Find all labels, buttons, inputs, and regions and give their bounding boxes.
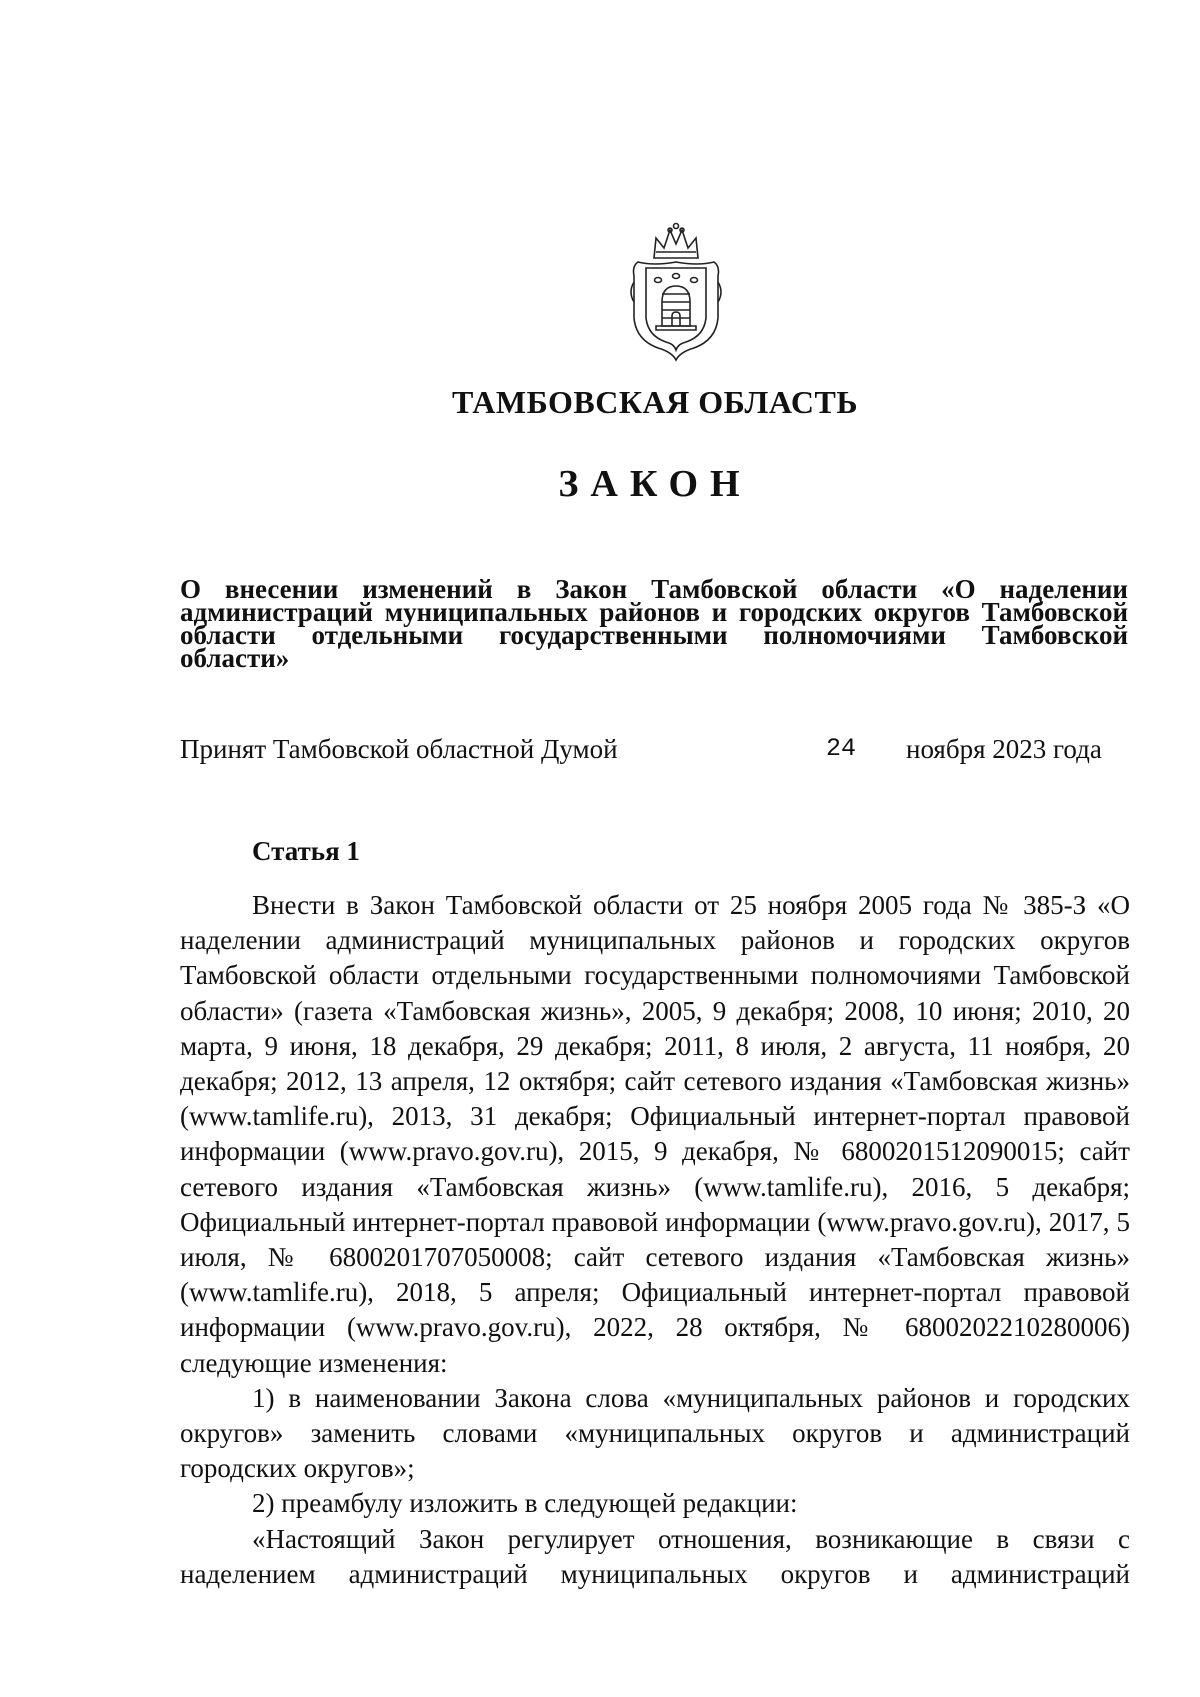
article-body	[180, 888, 1130, 1592]
article-paragraph: 1) в наименовании Закона слова «муниципальных районов и городских округов» заменить словами «муниципальных округов и администраций городских округов»;	[180, 1382, 1130, 1484]
coat-of-arms-icon	[628, 222, 724, 362]
adoption-day: 24	[826, 734, 857, 763]
adopted-by: Принят Тамбовской областной Думой	[180, 734, 618, 764]
adoption-line	[180, 734, 1130, 768]
document-type: ЗАКОН	[558, 463, 752, 505]
adoption-month-year: ноября 2023 года	[906, 734, 1102, 764]
article-heading: Статья 1	[252, 836, 360, 866]
region-title: ТАМБОВСКАЯ ОБЛАСТЬ	[452, 384, 858, 420]
article-paragraph: Внести в Закон Тамбовской области от 25 ноября 2005 года № 385-З «О наделении администраций муниципальных районов и городских округов Тамбовской области отдельными государственными полномочиями Тамбовской области» (газета «Тамбовская жизнь», 2005, 9 декабря; 2008, 10 июня; 2010, 20 марта, 9 июня, 18 декабря, 29 декабря; 2011, 8 июля, 2 августа, 11 ноября, 20 декабря; 2012, 13 апреля, 12 октября; сайт сетевого издания «Тамбовская жизнь» (www.tamlife.ru), 2013, 31 декабря; Официальный интернет-портал правовой информации (www.pravo.gov.ru), 2015, 9 декабря, № 6800201512090015; сайт сетевого издания «Тамбовская жизнь» (www.tamlife.ru), 2016, 5 декабря; Официальный интернет-портал правовой информации (www.pravo.gov.ru), 2017, 5 июля, № 6800201707050008; сайт сетевого издания «Тамбовская жизнь» (www.tamlife.ru), 2018, 5 апреля; Официальный интернет-портал правовой информации (www.pravo.gov.ru), 2022, 28 октября, № 6800202210280006) следующие изменения:	[180, 890, 1130, 1378]
law-title: О внесении изменений в Закон Тамбовской области «О наделении администраций муниципальных районов и городских округов Тамбовской области отдельными государственными полномочиями Тамбовской области»	[180, 574, 1128, 673]
article-paragraph: 2) преамбулу изложить в следующей редакции:	[252, 1488, 798, 1519]
article-paragraph: «Настоящий Закон регулирует отношения, возникающие в связи с наделением администраций муниципальных округов и администраций	[180, 1523, 1130, 1589]
